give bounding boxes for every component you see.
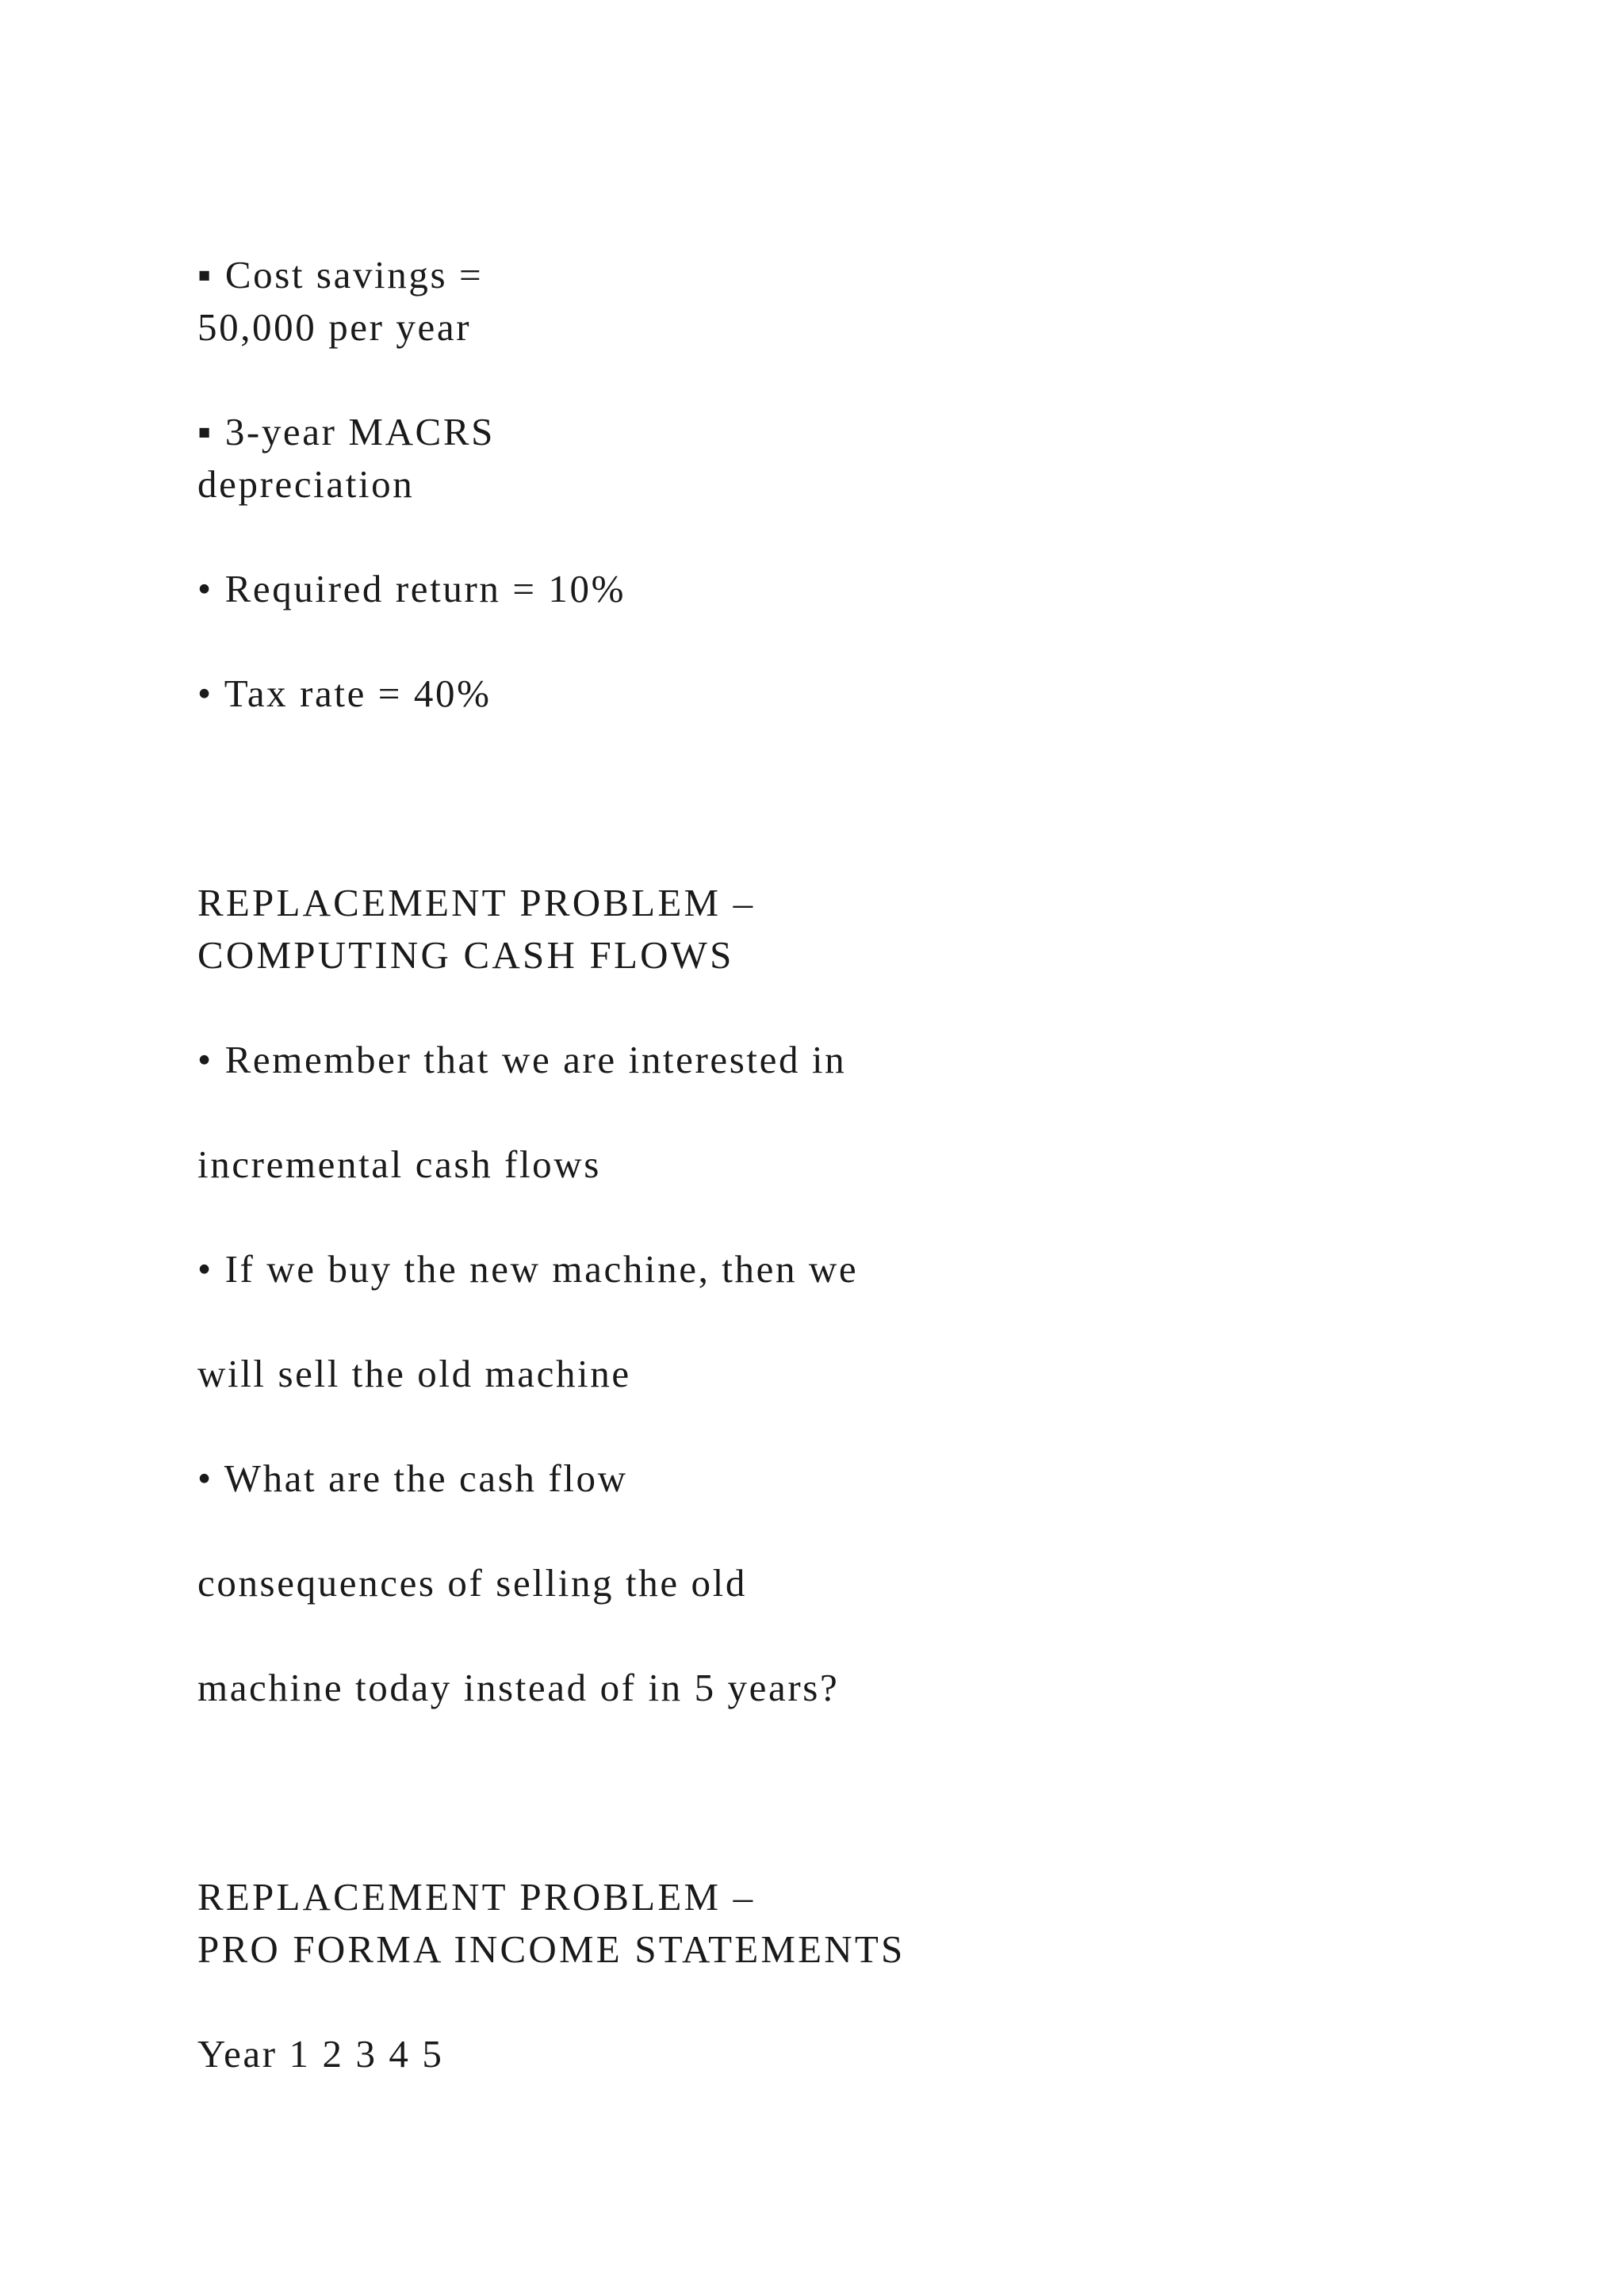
bullet-macrs-line2: depreciation <box>197 462 415 506</box>
bullet-cost-savings-line1: ▪ Cost savings = <box>197 253 484 297</box>
section-cash-flows-heading-line2: COMPUTING CASH FLOWS <box>197 933 734 977</box>
bullet-macrs-line1: ▪ 3-year MACRS <box>197 410 495 453</box>
section-pro-forma-heading-line2: PRO FORMA INCOME STATEMENTS <box>197 1927 906 1971</box>
section-cash-flows-heading-line1: REPLACEMENT PROBLEM – <box>197 881 756 924</box>
section-pro-forma-heading-line1: REPLACEMENT PROBLEM – <box>197 1875 756 1919</box>
bullet-required-return: • Required return = 10% <box>197 567 626 610</box>
year-row: Year 1 2 3 4 5 <box>197 2032 444 2076</box>
cash-flows-line-2: incremental cash flows <box>197 1142 601 1186</box>
cash-flows-line-1: • Remember that we are interested in <box>197 1038 847 1081</box>
cash-flows-line-7: machine today instead of in 5 years? <box>197 1666 840 1709</box>
cash-flows-line-3: • If we buy the new machine, then we <box>197 1247 859 1291</box>
cash-flows-line-6: consequences of selling the old <box>197 1561 747 1605</box>
cash-flows-line-4: will sell the old machine <box>197 1352 631 1395</box>
bullet-cost-savings-line2: 50,000 per year <box>197 305 472 349</box>
bullet-tax-rate: • Tax rate = 40% <box>197 672 492 715</box>
cash-flows-line-5: • What are the cash flow <box>197 1456 628 1500</box>
